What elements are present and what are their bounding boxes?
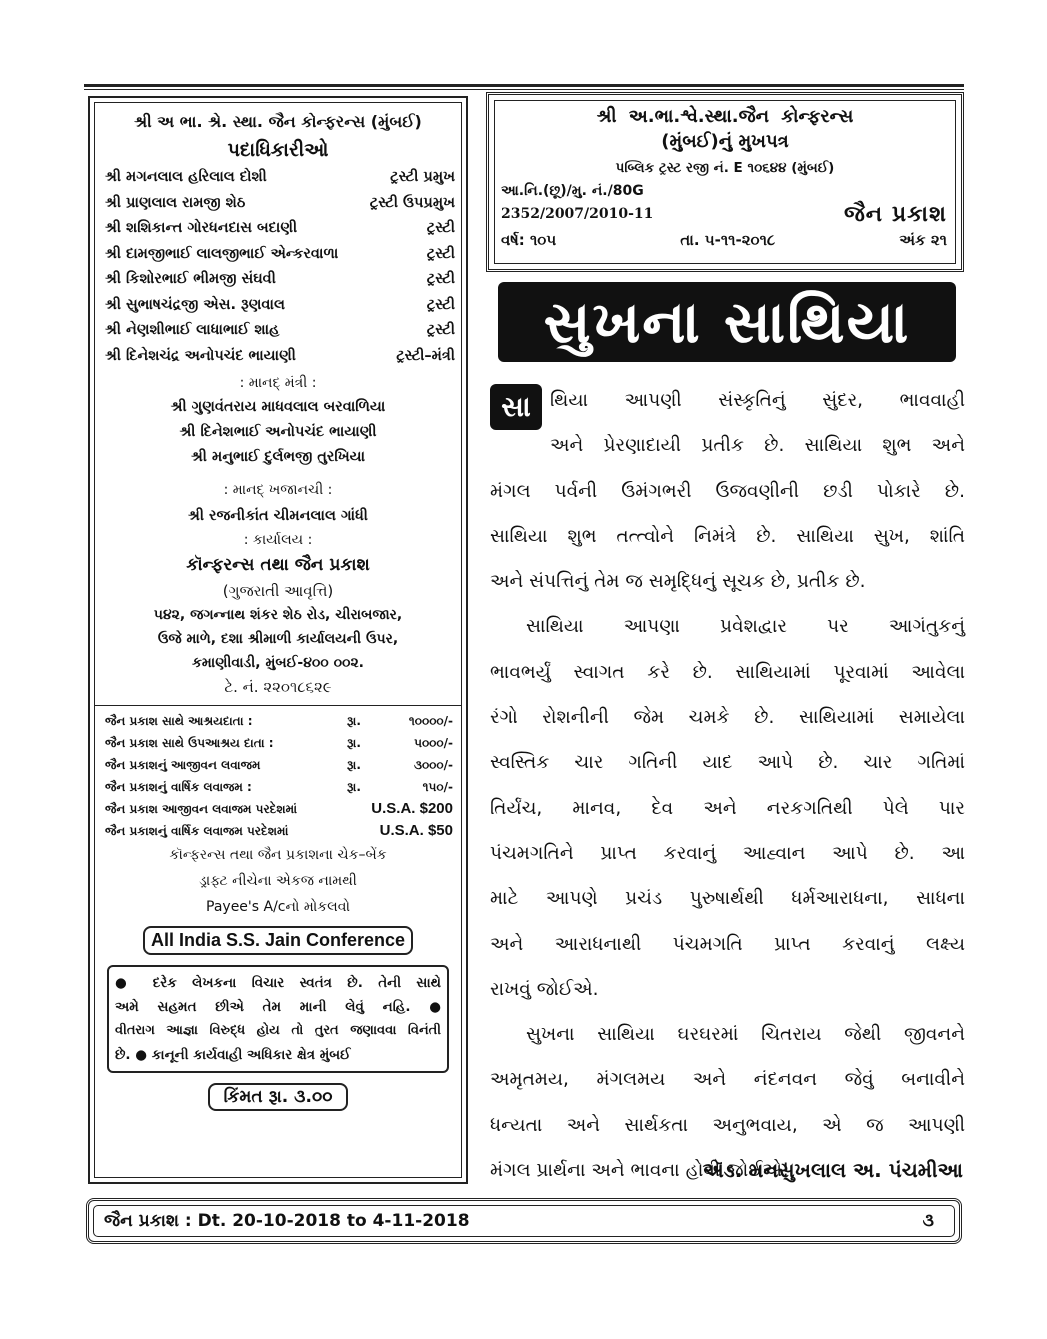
article-line: મંગલ પ્રાર્થના અને ભાવના હોવી જોઈએ! <box>490 1160 790 1182</box>
office-name: કૉન્ફરન્સ તથા જૈન પ્રકાશ <box>186 555 370 575</box>
payee-name-box: All India S.S. Jain Conference <box>143 926 413 955</box>
fee-value <box>347 776 453 798</box>
officer-row <box>95 216 461 242</box>
office-edition: (ગુજરાતી આવૃત્તિ) <box>222 582 334 600</box>
article-line: માટે આપણે પ્રચંડ પુરુષાર્થથી ધર્મઆરાધના, સાધના <box>490 888 965 910</box>
fee-label: જૈન પ્રકાશનું વાર્ષિક લવાજમ પરદેશમાં <box>105 824 289 838</box>
disclaimer-line-3: વીતરાગ આજ્ઞા વિરુદ્ધ હોય તો તુરત જણાવવા વિનંતી <box>115 1023 441 1038</box>
fee-value <box>347 732 453 754</box>
issue-number: અંક ૨૧ <box>899 231 947 249</box>
fee-label: જૈન પ્રકાશ સાથે ઉપઆશ્રય દાતા : <box>105 736 274 750</box>
subscription-fees <box>95 710 461 842</box>
cheque-note-2: ડ્રાફ્ટ નીચેના એકજ નામથી <box>199 873 357 889</box>
sidebar-inner <box>94 102 462 1178</box>
officer-role: ટ્રસ્ટી ઉપપ્રમુખ <box>369 194 455 211</box>
article-line: અમૃતમય, મંગલમય અને નંદનવન જેવું બનાવીને <box>490 1069 965 1091</box>
officer-role: ટ્રસ્ટી <box>426 245 455 262</box>
fee-row <box>95 798 461 820</box>
fee-amount: ૩૦૦૦/- <box>413 758 453 772</box>
top-rule-thin <box>84 89 964 90</box>
registration-no: 2352/2007/2010-11 <box>501 206 654 222</box>
address-line-2: ઉજે માળે, દશા શ્રીમાળી કાર્યાલયની ઉપર, <box>157 631 399 647</box>
fee-row <box>95 754 461 776</box>
article-line: રાખવું જોઈએ. <box>490 978 599 1000</box>
fee-currency: રૂા. <box>347 758 361 772</box>
article-line: પંચમગતિને પ્રાપ્ત કરવાનું આહ્વાન આપે છે. આ <box>490 842 965 864</box>
article-line: ભાવભર્યું સ્વાગત કરે છે. સાથિયામાં પૂરવામાં આવેલા <box>490 661 965 683</box>
office-phone: ટે. નં. ૨૨૦૧૮૬૨૯ <box>224 678 332 696</box>
fee-row <box>95 710 461 732</box>
article-line: અને આરાધનાથી પંચમગતિ પ્રાપ્ત કરવાનું લક્ષ્ય <box>490 933 965 955</box>
page-number: ૩ <box>922 1211 934 1231</box>
hon-secretary-2: શ્રી દિનેશભાઈ અનોપચંદ ભાયાણી <box>179 424 377 440</box>
fee-label: જૈન પ્રકાશનું વાર્ષિક લવાજમ : <box>105 780 252 794</box>
fee-row <box>95 820 461 842</box>
article-line: મંગલ પર્વની ઉમંગભરી ઉજવણીની છડી પોકારે છે. <box>490 480 965 502</box>
volume-year: વર્ષ: ૧૦૫ <box>501 231 557 249</box>
officer-role: ટ્રસ્ટી <box>426 220 455 236</box>
fee-value <box>347 710 453 732</box>
officer-row <box>95 293 461 319</box>
sidebar-panel <box>88 96 468 1184</box>
fee-label: જૈન પ્રકાશ સાથે આશ્રયદાતા : <box>105 714 253 728</box>
article-line: રંગો રોશનીની જેમ ચમકે છે. સાથિયામાં સમાયેલા <box>490 707 965 729</box>
trust-registration: પબ્લિક ટ્રસ્ટ રજી નં. E ૧૦૬૪૪ (મુંબઈ) <box>615 160 835 176</box>
masthead <box>486 92 964 272</box>
fee-value <box>347 820 453 842</box>
fees-divider <box>95 705 461 706</box>
disclaimer-line-2: અમે સહમત છીએ તેમ માની લેવું નહિ. ● <box>115 999 441 1015</box>
office-label: : કાર્યાલય : <box>243 532 313 548</box>
article-line: સાથિયા આપણા પ્રવેશદ્વાર પર આગંતુકનું <box>526 616 965 638</box>
article-line: સ્વસ્તિક ચાર ગતિની યાદ આપે છે. ચાર ગતિમાં <box>490 752 965 774</box>
article-line: થિયા આપણી સંસ્કૃતિનું સુંદર, ભાવવાહી <box>550 390 965 411</box>
publication-name: જૈન પ્રકાશ <box>843 201 947 227</box>
article-line: અને પ્રેરણાદાયી પ્રતીક છે. સાથિયા શુભ અને <box>550 435 965 457</box>
officer-row <box>95 344 461 370</box>
officer-name: શ્રી પ્રાણલાલ રામજી શેઠ <box>105 194 246 211</box>
officer-name: શ્રી શશિકાન્ત ગોરધનદાસ બદાણી <box>105 220 298 236</box>
officer-name: શ્રી સુભાષચંદ્રજી એસ. રૂણવાલ <box>105 296 285 313</box>
treasurer-label: : માનદ્ ખજાનચી : <box>223 482 333 498</box>
fee-amount: ૧૫૦/- <box>422 780 453 794</box>
fee-amount: U.S.A. $50 <box>379 822 453 839</box>
footer-publication-dates: જૈન પ્રકાશ : Dt. 20-10-2018 to 4-11-2018 <box>104 1211 470 1231</box>
article-line: અને સંપત્તિનું તેમ જ સમૃદ્ધિનું સૂચક છે, પ્રતીક છે. <box>490 571 866 593</box>
fee-row <box>95 732 461 754</box>
officer-name: શ્રી દિનેશચંદ્ર અનોપચંદ ભાયાણી <box>105 347 296 364</box>
hon-secretary-3: શ્રી મનુભાઈ દુર્લભજી તુરખિયા <box>190 449 366 465</box>
officer-role: ટ્રસ્ટી <box>426 296 455 313</box>
fee-amount: U.S.A. $200 <box>371 800 453 817</box>
article-line: સુખના સાથિયા ઘરઘરમાં ચિતરાય જેથી જીવનને <box>526 1024 965 1046</box>
hon-secretary-1: શ્રી ગુણવંતરાય માધવલાલ બરવાળિયા <box>170 399 386 415</box>
fee-label: જૈન પ્રકાશ આજીવન લવાજમ પરદેશમાં <box>105 802 298 816</box>
cheque-note-1: કૉન્ફરન્સ તથા જૈન પ્રકાશના ચેક–બેંક <box>169 847 387 863</box>
fee-value <box>347 754 453 776</box>
page-footer <box>86 1198 962 1244</box>
officer-row <box>95 267 461 293</box>
fee-currency: રૂા. <box>347 714 361 728</box>
officer-role: ટ્રસ્ટી–મંત્રી <box>396 347 455 364</box>
fee-currency: રૂા. <box>347 736 361 750</box>
drop-cap: સા <box>490 384 542 430</box>
treasurer-name: શ્રી રજનીકાંત ચીમનલાલ ગાંધી <box>188 508 368 524</box>
org-title: શ્રી અ ભા. શ્રે. સ્થા. જૈન કોન્ફરન્સ (મુંબઈ) <box>134 112 422 131</box>
fee-row <box>95 776 461 798</box>
disclaimer-line-1: ● દરેક લેખકના વિચાર સ્વતંત્ર છે. તેની સાથે <box>115 975 441 991</box>
officer-role: ટ્રસ્ટી <box>426 322 455 338</box>
masthead-org: શ્રી અ.ભા.શ્વે.સ્થા.જૈન કોન્ફરન્સ <box>596 106 854 127</box>
article-line: ધન્યતા અને સાર્થકતા અનુભવાય, એ જ આપણી <box>490 1114 965 1136</box>
tax-exemption-no: આ.નિ.(છૂ)/મુ. નં./80G <box>501 183 644 199</box>
officer-role: ટ્રસ્ટી <box>426 271 455 287</box>
officer-row <box>95 318 461 344</box>
officer-role: ટ્રસ્ટી પ્રમુખ <box>390 169 455 185</box>
officer-row <box>95 165 461 191</box>
masthead-mouthpiece: (મુંબઈ)નું મુખપત્ર <box>661 131 789 152</box>
address-line-3: કમાણીવાડી, મુંબઈ-૪૦૦ ૦૦૨. <box>192 655 364 671</box>
officer-name: શ્રી નેણશીભાઈ લાધાભાઈ શાહ <box>105 322 280 338</box>
disclaimer-box <box>107 965 449 1073</box>
fee-currency: રૂા. <box>347 780 361 794</box>
officers-heading: પદાધિકારીઓ <box>227 139 329 161</box>
officer-name: શ્રી કિશોરભાઈ ભીમજી સંઘવી <box>105 271 276 287</box>
officer-row <box>95 191 461 217</box>
article-line: સાથિયા શુભ તત્ત્વોને નિમંત્રે છે. સાથિયા સુખ, શાંતિ <box>490 525 965 547</box>
top-rule <box>84 84 964 87</box>
article-line: તિર્યંચ, માનવ, દેવ અને નરકગતિથી પેલે પાર <box>490 797 965 819</box>
disclaimer-line-4: છે. ● કાનૂની કાર્યવાહી અધિકાર ક્ષેત્ર મુંબઈ <box>115 1047 351 1063</box>
address-line-1: ૫૪૨, જગન્નાથ શંકર શેઠ રોડ, ચીરાબજાર, <box>153 607 403 623</box>
fee-amount: ૫૦૦૦/- <box>414 736 453 750</box>
issue-date: તા. ૫-૧૧-૨૦૧૮ <box>680 231 776 249</box>
hon-secretary-label: : માનદ્ મંત્રી : <box>239 375 317 391</box>
article-headline: સુખના સાથિયા <box>498 282 956 362</box>
article-body <box>490 378 965 1193</box>
officers-list <box>95 165 461 369</box>
price-box: કિંમત રૂા. ૩.૦૦ <box>208 1083 349 1111</box>
fee-label: જૈન પ્રકાશનું આજીવન લવાજમ <box>105 758 261 772</box>
officer-name: શ્રી મગનલાલ હરિલાલ દોશી <box>105 169 267 185</box>
officer-name: શ્રી દામજીભાઈ લાલજીભાઈ એન્કરવાળા <box>105 245 339 262</box>
cheque-note-3: Payee's A/cનો મોકલવો <box>206 899 350 915</box>
article-text <box>490 378 965 1193</box>
fee-value <box>347 798 453 820</box>
masthead-inner <box>494 100 956 264</box>
officer-row <box>95 242 461 268</box>
fee-amount: ૧૦૦૦૦/- <box>408 714 453 728</box>
article-author: ઍડ. મનસુખલાલ અ. પંચમીઆ <box>702 1158 963 1182</box>
